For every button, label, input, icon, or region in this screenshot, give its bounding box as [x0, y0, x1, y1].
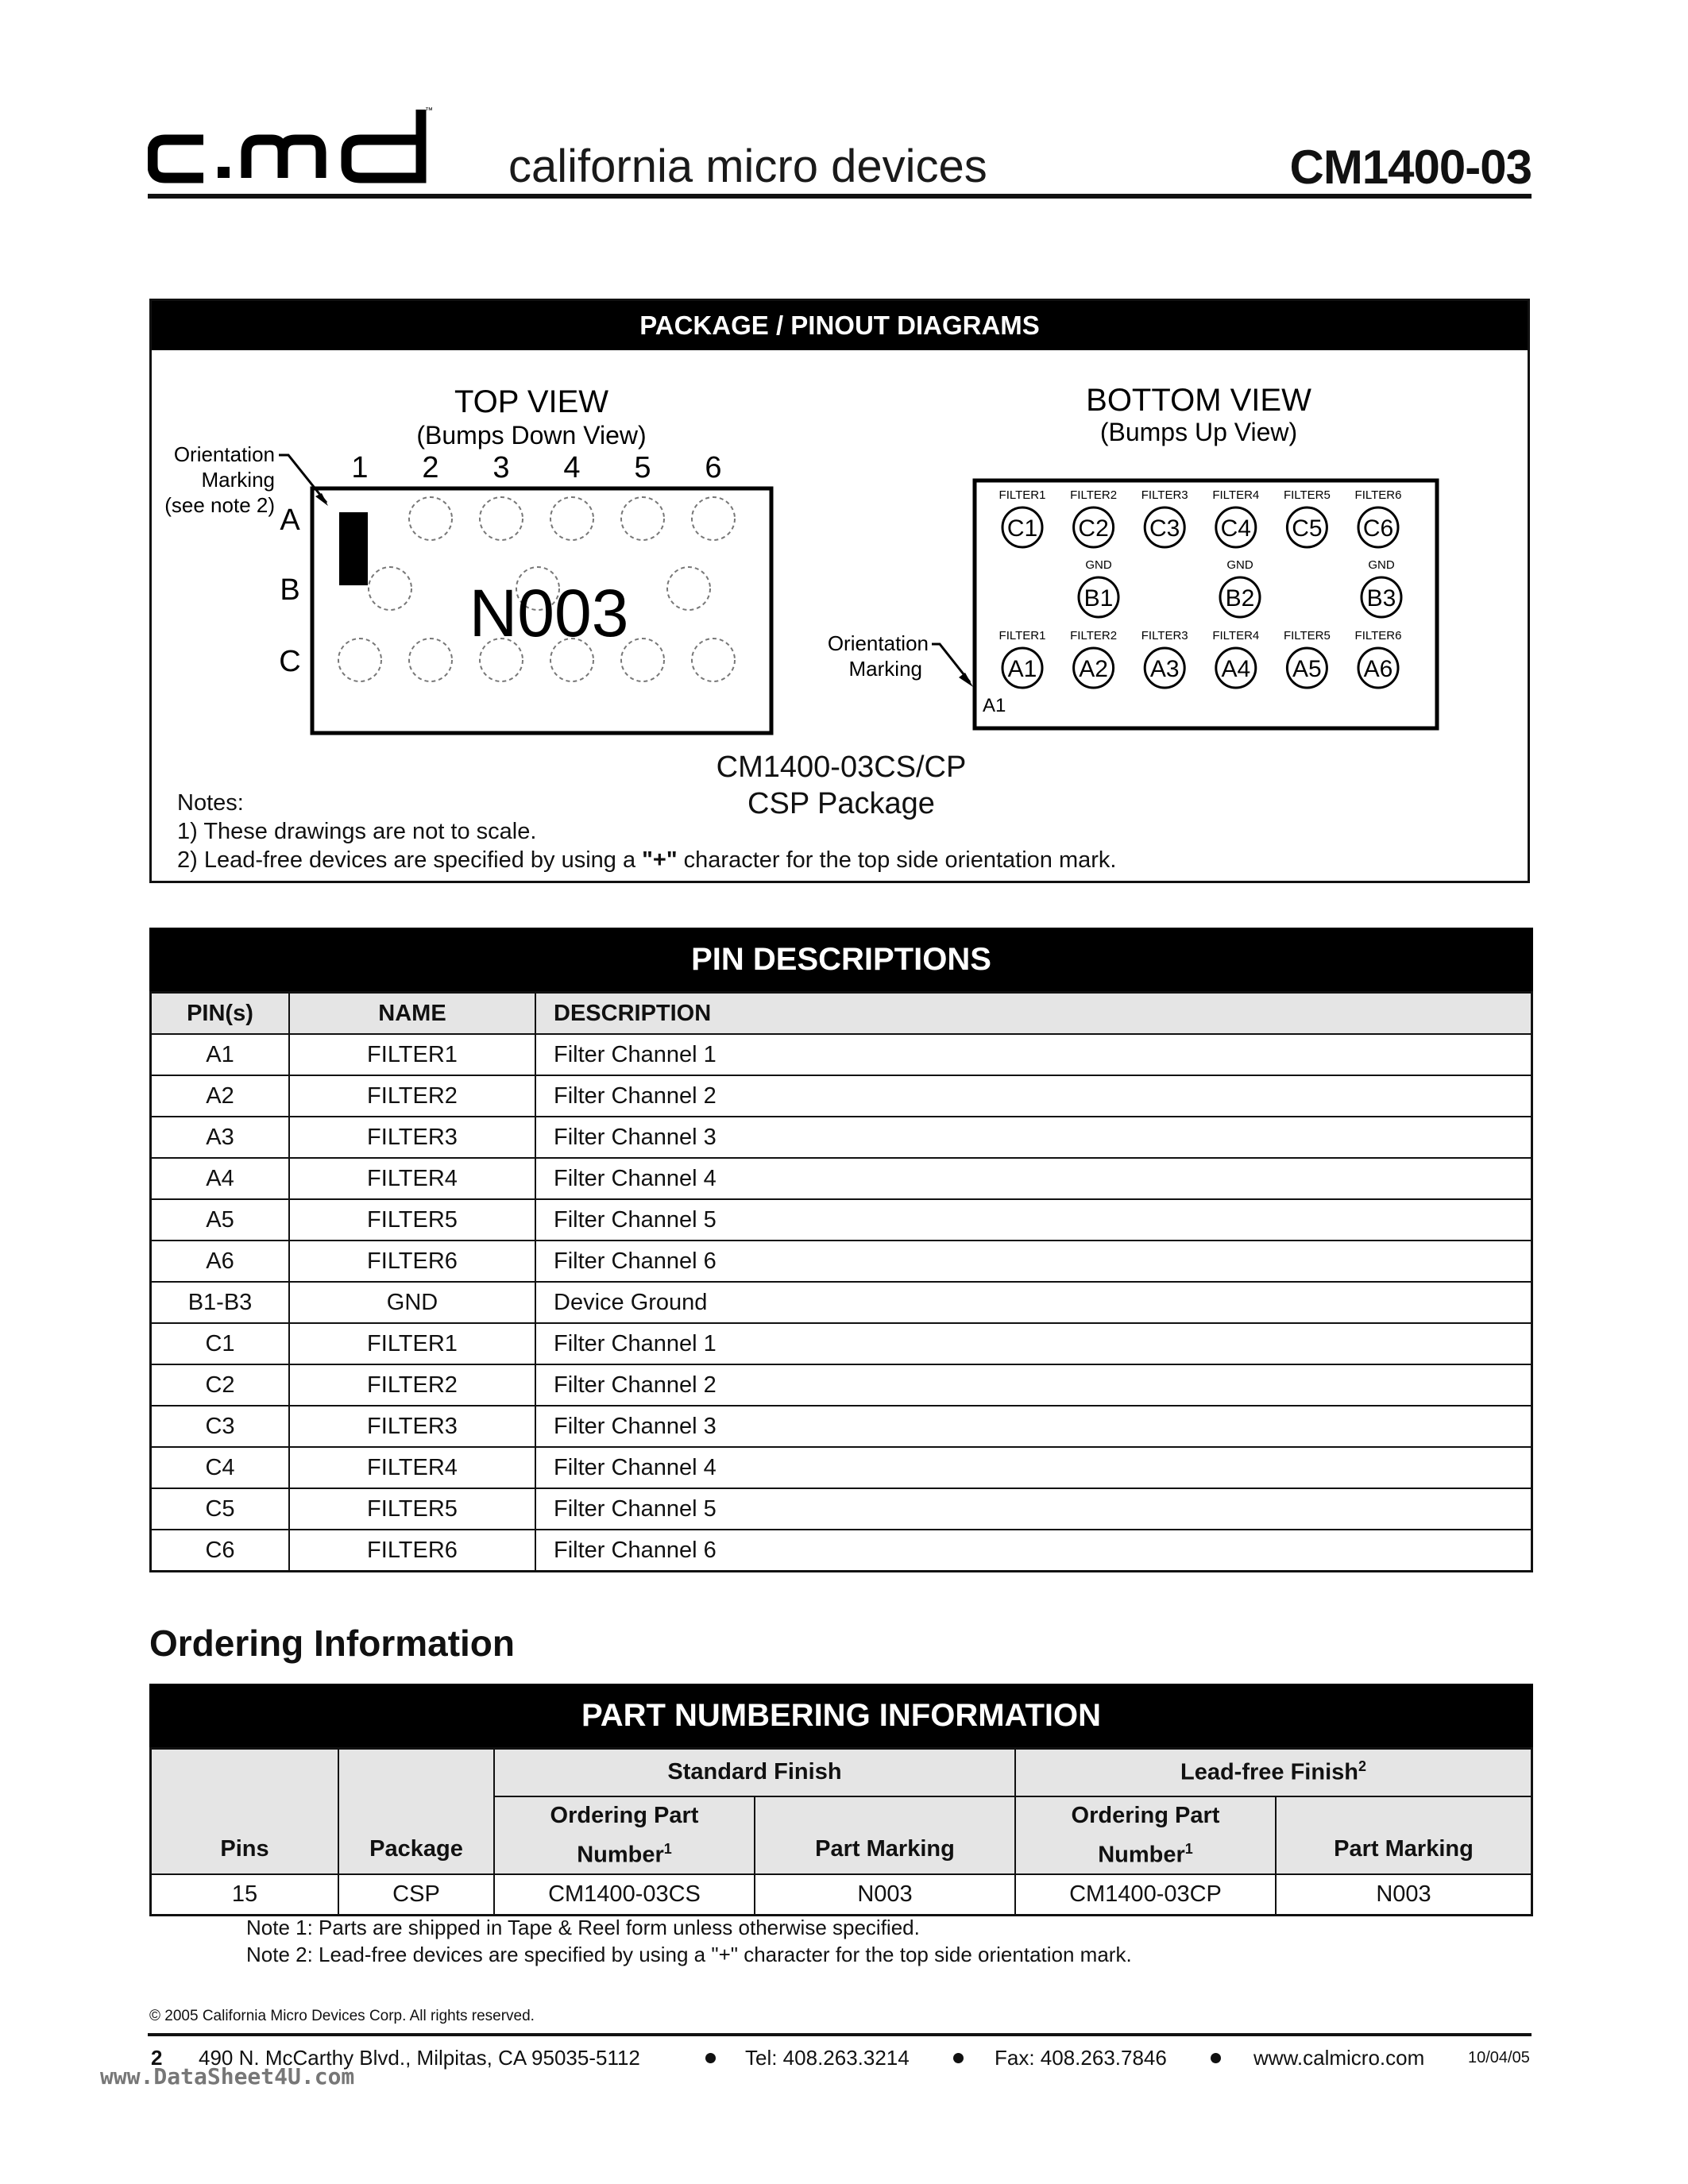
- footer-website[interactable]: www.calmicro.com: [1253, 2046, 1425, 2070]
- bump-pin-label: B2: [1225, 585, 1255, 612]
- row-label: B: [280, 573, 300, 607]
- cell-pin: A3: [151, 1117, 290, 1158]
- cell-pin: A6: [151, 1241, 290, 1282]
- table-row: [151, 1158, 1532, 1199]
- cell-lf-marking: N003: [1276, 1874, 1532, 1916]
- bump-pin-label: A2: [1079, 656, 1108, 682]
- cell-pin: C5: [151, 1488, 290, 1530]
- column-label: 4: [563, 451, 581, 484]
- cell-name: FILTER6: [289, 1530, 535, 1572]
- bump-pin-label: B3: [1366, 585, 1396, 612]
- row-label: C: [279, 645, 301, 678]
- part-numbering-title: PART NUMBERING INFORMATION: [149, 1684, 1533, 1747]
- bottom-orientation-label-1: Orientation: [827, 631, 929, 655]
- column-label: 3: [492, 451, 510, 484]
- package-caption-type: CSP Package: [747, 787, 935, 820]
- cell-description: Filter Channel 4: [535, 1447, 1532, 1488]
- part-number-heading: CM1400-03: [1289, 141, 1532, 194]
- ordering-information-title: Ordering Information: [149, 1623, 515, 1664]
- header-lf-part-marking: Part Marking: [1276, 1796, 1532, 1874]
- cell-name: FILTER1: [289, 1034, 535, 1075]
- dashed-bump: [692, 497, 735, 540]
- table-row: [151, 1034, 1532, 1075]
- bump-pin-label: A6: [1363, 656, 1393, 682]
- cell-description: Filter Channel 3: [535, 1117, 1532, 1158]
- cell-pins: 15: [151, 1874, 339, 1916]
- footer-fax: Fax: 408.263.7846: [995, 2046, 1167, 2070]
- bump-pin-label: C3: [1149, 515, 1180, 542]
- bump-signal-label: FILTER4: [1212, 629, 1260, 642]
- package-pinout-box: [149, 299, 1530, 883]
- cell-description: Filter Channel 5: [535, 1199, 1532, 1241]
- dashed-bump: [550, 497, 593, 540]
- cell-pin: C1: [151, 1323, 290, 1364]
- header-pins: Pins: [151, 1749, 339, 1874]
- dashed-bump: [409, 497, 452, 540]
- part-numbering-section: [149, 1684, 1533, 1916]
- bump-pin-label: B1: [1083, 585, 1114, 612]
- bump-signal-label: FILTER6: [1354, 488, 1402, 502]
- bottom-view-title: BOTTOM VIEW: [1086, 383, 1311, 418]
- note-1: 1) These drawings are not to scale.: [177, 819, 537, 844]
- table-row: [151, 1323, 1532, 1364]
- note-2: 2) Lead-free devices are specified by using a "+" character for the top side orientation mark.: [177, 847, 1117, 873]
- bump-signal-label: FILTER2: [1070, 629, 1118, 642]
- bump-signal-label: FILTER1: [999, 629, 1046, 642]
- dashed-bump: [667, 567, 710, 610]
- table-row: [151, 1282, 1532, 1323]
- ordering-note-2: Note 2: Lead-free devices are specified by using a "+" character for the top side orientation mark.: [246, 1943, 1132, 1966]
- table-row: [151, 1447, 1532, 1488]
- bump-signal-label: GND: [1368, 558, 1395, 572]
- bottom-view-bumps: [999, 488, 1402, 688]
- cell-description: Filter Channel 6: [535, 1241, 1532, 1282]
- notes-title: Notes:: [177, 790, 244, 816]
- company-name: california micro devices: [508, 141, 987, 192]
- bump-signal-label: GND: [1085, 558, 1112, 572]
- cell-name: FILTER3: [289, 1117, 535, 1158]
- dashed-bump: [338, 639, 381, 681]
- cell-name: FILTER2: [289, 1075, 535, 1117]
- footer-bullet: [1211, 2053, 1221, 2063]
- pin-descriptions-section: [149, 928, 1533, 1572]
- column-label: 2: [422, 451, 439, 484]
- cell-pin: A1: [151, 1034, 290, 1075]
- bump-pin-label: A3: [1149, 656, 1180, 682]
- pin-table-header-row: [151, 993, 1532, 1035]
- cell-name: FILTER3: [289, 1406, 535, 1447]
- column-label: 1: [351, 451, 369, 484]
- bottom-corner-label: A1: [983, 695, 1006, 716]
- column-label: 5: [634, 451, 651, 484]
- dashed-bump: [692, 639, 735, 681]
- cell-package: CSP: [338, 1874, 494, 1916]
- part-numbering-table: [149, 1747, 1533, 1916]
- table-row: [151, 1364, 1532, 1406]
- footer-tel: Tel: 408.263.3214: [745, 2046, 910, 2070]
- cell-pin: A4: [151, 1158, 290, 1199]
- header-std-part-marking: Part Marking: [755, 1796, 1015, 1874]
- cell-name: FILTER5: [289, 1199, 535, 1241]
- bump-pin-label: C6: [1362, 515, 1394, 542]
- cell-pin: C2: [151, 1364, 290, 1406]
- cell-std-marking: N003: [755, 1874, 1015, 1916]
- cell-pin: C3: [151, 1406, 290, 1447]
- cell-pin: C6: [151, 1530, 290, 1572]
- bump-signal-label: GND: [1226, 558, 1253, 572]
- top-view-title: TOP VIEW: [454, 384, 609, 419]
- cell-std-ordering: CM1400-03CS: [494, 1874, 755, 1916]
- header-description: DESCRIPTION: [535, 993, 1532, 1035]
- cell-pin: B1-B3: [151, 1282, 290, 1323]
- header-rule: [148, 194, 1532, 199]
- table-row: [151, 1075, 1532, 1117]
- header-pins: PIN(s): [151, 993, 290, 1035]
- top-view-column-labels: [351, 451, 721, 484]
- table-row: [151, 1488, 1532, 1530]
- bump-signal-label: FILTER3: [1141, 488, 1188, 502]
- bump-signal-label: FILTER3: [1141, 629, 1188, 642]
- page-number: 2: [151, 2046, 163, 2070]
- pin-descriptions-table: [149, 991, 1533, 1572]
- footer-bullet: [705, 2053, 716, 2063]
- footer-bullet: [953, 2053, 964, 2063]
- top-view-row-labels: [279, 504, 300, 678]
- bump-signal-label: FILTER2: [1070, 488, 1118, 502]
- dashed-bump: [409, 639, 452, 681]
- cell-lf-ordering: CM1400-03CP: [1015, 1874, 1276, 1916]
- row-label: A: [280, 504, 300, 537]
- cell-description: Filter Channel 5: [535, 1488, 1532, 1530]
- watermark-text: www.DataSheet4U.com: [100, 2063, 355, 2089]
- cmd-logo: [148, 102, 434, 189]
- package-pinout-title: PACKAGE / PINOUT DIAGRAMS: [152, 301, 1528, 350]
- cell-description: Device Ground: [535, 1282, 1532, 1323]
- dashed-bump: [621, 497, 664, 540]
- header-lead-free-finish: Lead-free Finish$^2$: [1015, 1749, 1532, 1796]
- page-footer: [149, 2046, 1533, 2074]
- bump-pin-label: C5: [1292, 515, 1323, 542]
- table-row: [151, 1530, 1532, 1572]
- cell-name: FILTER4: [289, 1158, 535, 1199]
- header-name: NAME: [289, 993, 535, 1035]
- dashed-bump: [480, 497, 523, 540]
- header-std-ordering-part: Ordering Part Number$^1$: [494, 1796, 755, 1874]
- package-caption-part: CM1400-03CS/CP: [716, 751, 967, 784]
- trademark-text: ™: [425, 106, 433, 115]
- header-standard-finish: Standard Finish: [494, 1749, 1015, 1796]
- bump-pin-label: A4: [1221, 656, 1251, 682]
- top-orientation-arrow-head: [315, 493, 328, 506]
- bump-signal-label: FILTER1: [999, 488, 1046, 502]
- cell-name: FILTER4: [289, 1447, 535, 1488]
- cell-description: Filter Channel 1: [535, 1323, 1532, 1364]
- table-row: [151, 1406, 1532, 1447]
- copyright-text: © 2005 California Micro Devices Corp. All rights reserved.: [149, 2008, 535, 2024]
- top-orientation-label-2: Marking: [201, 468, 275, 492]
- cell-name: GND: [289, 1282, 535, 1323]
- bottom-orientation-arrow-head: [959, 673, 973, 687]
- bump-pin-label: C1: [1006, 515, 1038, 542]
- cell-name: FILTER6: [289, 1241, 535, 1282]
- bottom-view-subtitle: (Bumps Up View): [1099, 418, 1298, 446]
- bump-signal-label: FILTER4: [1212, 488, 1260, 502]
- top-view-subtitle: (Bumps Down View): [416, 421, 647, 450]
- cell-pin: C4: [151, 1447, 290, 1488]
- cell-pin: A5: [151, 1199, 290, 1241]
- table-row: [151, 1241, 1532, 1282]
- device-marking-text: N003: [469, 576, 629, 650]
- top-orientation-label-3: (see note 2): [164, 493, 275, 517]
- bump-signal-label: FILTER6: [1354, 629, 1402, 642]
- cell-name: FILTER1: [289, 1323, 535, 1364]
- cell-name: FILTER2: [289, 1364, 535, 1406]
- orientation-mark: [339, 512, 368, 585]
- cell-name: FILTER5: [289, 1488, 535, 1530]
- bottom-orientation-label-2: Marking: [848, 657, 922, 681]
- bump-pin-label: A5: [1292, 656, 1322, 682]
- table-row: [151, 1199, 1532, 1241]
- cell-description: Filter Channel 4: [535, 1158, 1532, 1199]
- table-row: [151, 1117, 1532, 1158]
- footer-rule: [148, 2033, 1532, 2036]
- footer-address: 490 N. McCarthy Blvd., Milpitas, CA 95035-5112: [199, 2046, 640, 2070]
- cell-pin: A2: [151, 1075, 290, 1117]
- bump-pin-label: C4: [1220, 515, 1251, 542]
- ordering-note-1: Note 1: Parts are shipped in Tape & Reel form unless otherwise specified.: [246, 1916, 920, 1939]
- footer-date: 10/04/05: [1468, 2049, 1530, 2066]
- bump-pin-label: A1: [1007, 656, 1037, 682]
- top-orientation-label-1: Orientation: [173, 442, 275, 466]
- cell-description: Filter Channel 3: [535, 1406, 1532, 1447]
- cell-description: Filter Channel 2: [535, 1075, 1532, 1117]
- bump-pin-label: C2: [1078, 515, 1109, 542]
- pin-descriptions-title: PIN DESCRIPTIONS: [149, 928, 1533, 991]
- header-package: Package: [338, 1749, 494, 1874]
- dashed-bump: [369, 567, 411, 610]
- cell-description: Filter Channel 2: [535, 1364, 1532, 1406]
- cell-description: Filter Channel 6: [535, 1530, 1532, 1572]
- column-label: 6: [705, 451, 722, 484]
- header-lf-ordering-part: Ordering Part Number$^1$: [1015, 1796, 1276, 1874]
- bump-signal-label: FILTER5: [1283, 629, 1331, 642]
- bump-signal-label: FILTER5: [1283, 488, 1331, 502]
- cell-description: Filter Channel 1: [535, 1034, 1532, 1075]
- part-table-row: [151, 1874, 1532, 1916]
